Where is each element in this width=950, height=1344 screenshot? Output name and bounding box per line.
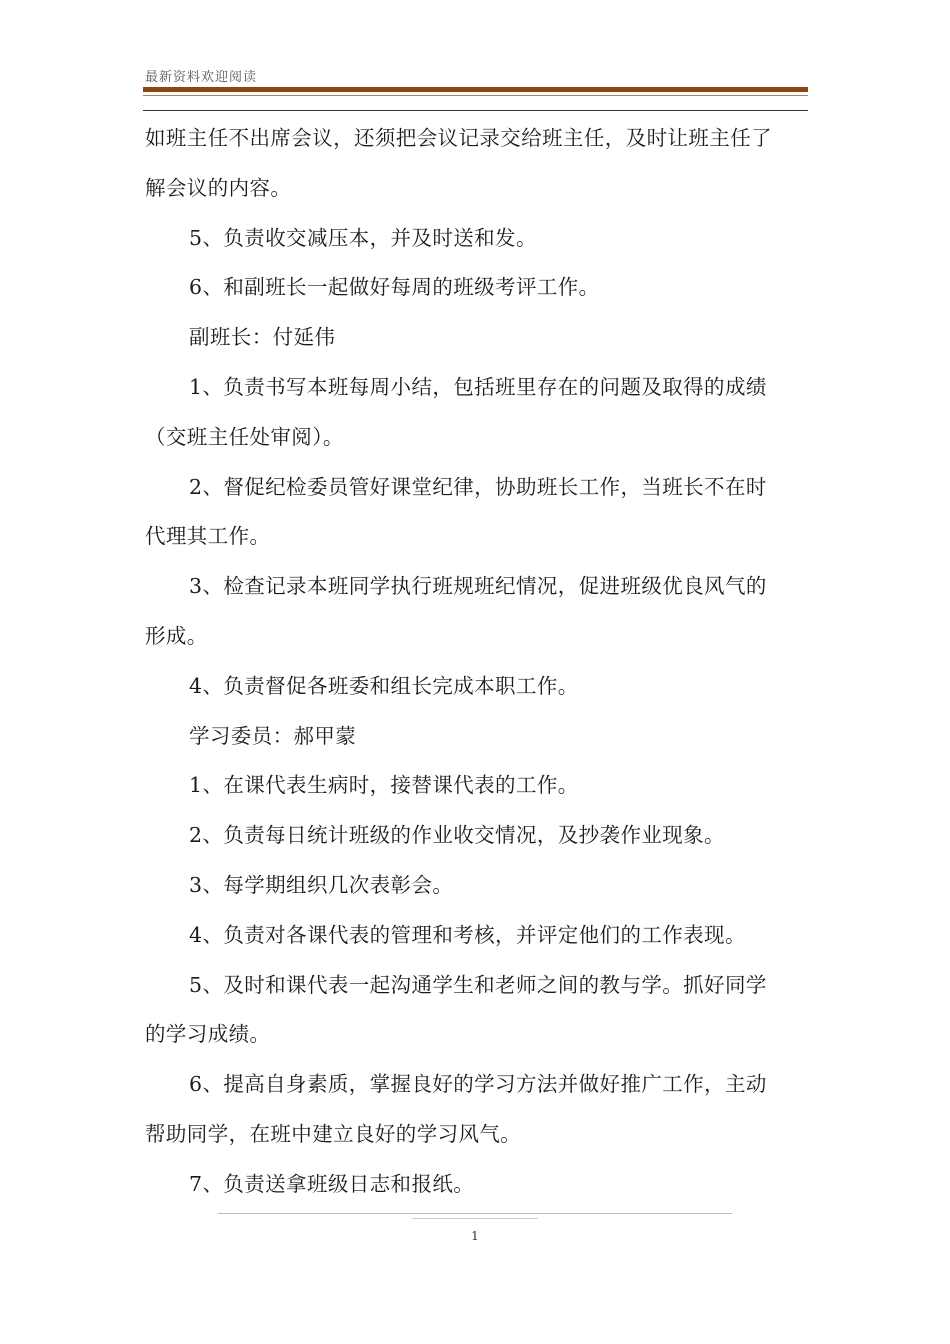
text-line: 的学习成绩。 (145, 1022, 271, 1047)
document-body (145, 114, 811, 1210)
header-rule-thin (143, 95, 808, 96)
text-line: 3、每学期组织几次表彰会。 (189, 872, 454, 897)
text-line: 4、负责对各课代表的管理和考核，并评定他们的工作表现。 (189, 922, 746, 947)
page-number: 1 (471, 1229, 479, 1243)
page-header-text: 最新资料欢迎阅读 (145, 70, 258, 85)
footer-rule (218, 1213, 732, 1214)
text-line: 2、负责每日统计班级的作业收交情况，及抄袭作业现象。 (189, 823, 725, 848)
text-line: 3、检查记录本班同学执行班规班纪情况，促进班级优良风气的 (189, 574, 767, 599)
text-line: 7、负责送拿班级日志和报纸。 (189, 1171, 475, 1196)
body-top-rule (143, 110, 808, 111)
text-line: 1、在课代表生病时，接替课代表的工作。 (189, 773, 579, 798)
text-line: 帮助同学，在班中建立良好的学习风气。 (145, 1121, 522, 1146)
text-line: 副班长：付延伟 (189, 325, 336, 350)
footer-rule-short (412, 1218, 538, 1219)
header-rule-thick (143, 87, 808, 92)
text-line: 2、督促纪检委员管好课堂纪律，协助班长工作，当班长不在时 (189, 474, 767, 499)
text-line: 代理其工作。 (145, 524, 271, 549)
text-line: 6、和副班长一起做好每周的班级考评工作。 (189, 275, 600, 300)
text-line: （交班主任处审阅）。 (145, 424, 344, 449)
text-line: 5、及时和课代表一起沟通学生和老师之间的教与学。抓好同学 (189, 972, 767, 997)
text-line: 4、负责督促各班委和组长完成本职工作。 (189, 673, 579, 698)
text-line: 1、负责书写本班每周小结，包括班里存在的问题及取得的成绩 (189, 374, 767, 399)
text-line: 6、提高自身素质，掌握良好的学习方法并做好推广工作，主动 (189, 1072, 767, 1097)
text-line: 5、负责收交减压本，并及时送和发。 (189, 225, 537, 250)
text-line: 形成。 (145, 623, 208, 648)
text-line: 学习委员：郝甲蒙 (189, 723, 357, 748)
text-line: 如班主任不出席会议，还须把会议记录交给班主任，及时让班主任了 (145, 126, 772, 150)
text-line: 解会议的内容。 (145, 175, 292, 200)
